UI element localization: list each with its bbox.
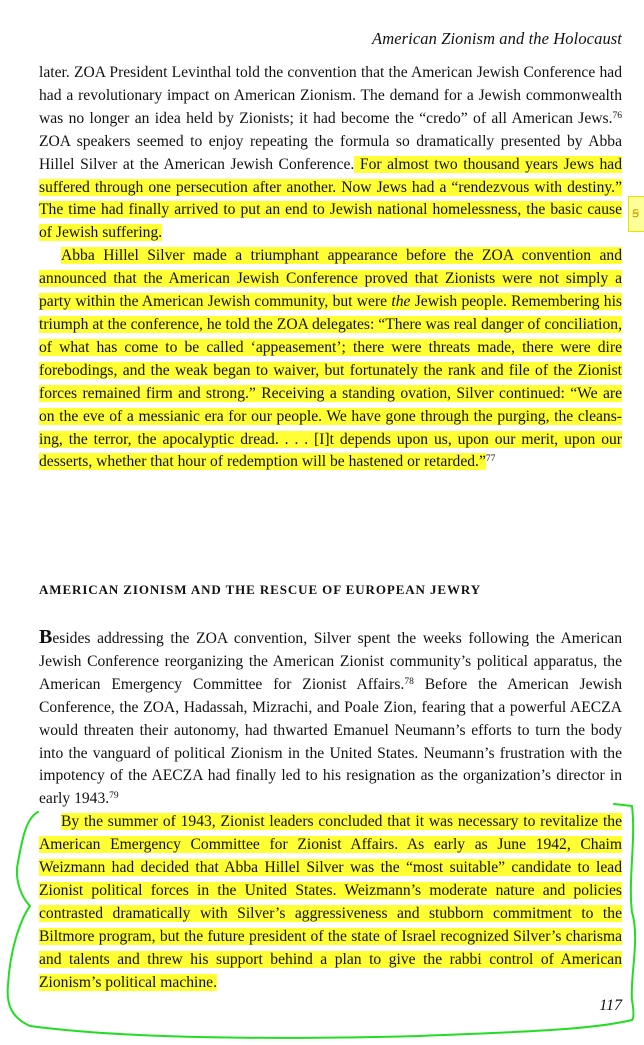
page-number: 117 xyxy=(599,997,622,1014)
footnote-ref-76[interactable]: 76 xyxy=(612,110,622,121)
paragraph-2-text-2: Jewish people. Remembering his triumph at the conference, he told the ZOA delegates: “There was real danger of conciliation, of what has come to be called ‘appeasement’; there were threats made, there were dire forebodings, and the weak began to waiver, but fortunately the rank and file of the Zionist forces remained firm and strong.” Receiving a standing ovation, Silver continued: “We are on the eve of a messianic era for our people. We have gone through the purging, the cleansing, the terror, the apocalyptic dread. . . . [I]t depends upon us, upon our merit, upon our desserts, whether that hour of redemption will be hastened or retarded.” xyxy=(39,293,622,471)
emphasis-the: the xyxy=(391,293,411,311)
body-text-top xyxy=(39,62,622,474)
highlighted-passage-3: By the summer of 1943, Zionist leaders concluded that it was necessary to revitalize the American Emergency Committee for Zionist Affairs. As early as June 1942, Chaim Weizmann had decided that Abba Hillel Silver was the “most suitable” candidate to lead Zionist political forces in the United States. Weizmann’s moderate nature and policies contrasted dramatically with Silver’s aggressiveness and stubborn commitment to the Biltmore program, but the future president of the state of Israel recognized Silver’s charisma and talents and threw his support behind a plan to give the rabbi control of American Zionism’s political machine. xyxy=(39,813,622,991)
margin-note-flag[interactable] xyxy=(628,196,644,232)
paragraph-3 xyxy=(39,628,622,811)
highlighted-passage-1: For almost two thousand years Jews had suffered through one persecution after another. Now Jews had a “rendezvous with destiny.” The time had finally arrived to put an end to Jewish national homelessness, the basic cause of Jewish suffering. xyxy=(39,155,623,242)
footnote-ref-78[interactable]: 78 xyxy=(404,676,414,687)
running-head: American Zionism and the Holocaust xyxy=(372,29,622,48)
paragraph-3-text: esides addressing the ZOA convention, Silver spent the weeks following the American Jewish Conference reorganizing the American Zionist community’s political apparatus, the American Emergency Committee for Zionist Affairs. xyxy=(39,630,622,693)
paragraph-1-text-2: ZOA speakers seemed to enjoy repeating the formula so dramatically presented by Abba Hillel Silver at the American Jewish Conference. xyxy=(39,132,622,173)
margin-note-glyph: ꞩ xyxy=(632,206,640,221)
footnote-ref-77[interactable]: 77 xyxy=(485,454,496,465)
paragraph-4 xyxy=(39,811,622,994)
paragraph-2-text: Abba Hillel Silver made a triumphant appearance before the ZOA convention and announced that the American Jewish Conference proved that Zionists were not simply a party within the American Jewish community, but were xyxy=(39,247,622,311)
drop-cap: B xyxy=(39,626,53,648)
paragraph-2 xyxy=(39,245,622,474)
footnote-ref-79[interactable]: 79 xyxy=(109,791,119,802)
paragraph-3-text-2: Before the American Jewish Conference, the ZOA, Hadassah, Mizrachi, and Poale Zion, fearing that a powerful AECZA would threaten their autonomy, had thwarted Emanuel Neumann’s efforts to turn the body into the vanguard of political Zionism in the United States. Neumann’s frustration with the impotency of the AECZA had finally led to his resignation as the organization’s director in early 1943. xyxy=(39,675,622,808)
paragraph-1 xyxy=(39,62,622,245)
section-heading: AMERICAN ZIONISM AND THE RESCUE OF EUROPEAN JEWRY xyxy=(39,582,481,597)
body-text-bottom xyxy=(39,628,622,995)
highlighted-passage-2 xyxy=(39,247,622,470)
paragraph-1-text: later. ZOA President Levinthal told the convention that the American Jewish Conference had had a revolutionary impact on American Zionism. The demand for a Jewish commonwealth was no longer an idea held by Zionists; it had become the “credo” of all American Jews. xyxy=(39,64,622,127)
